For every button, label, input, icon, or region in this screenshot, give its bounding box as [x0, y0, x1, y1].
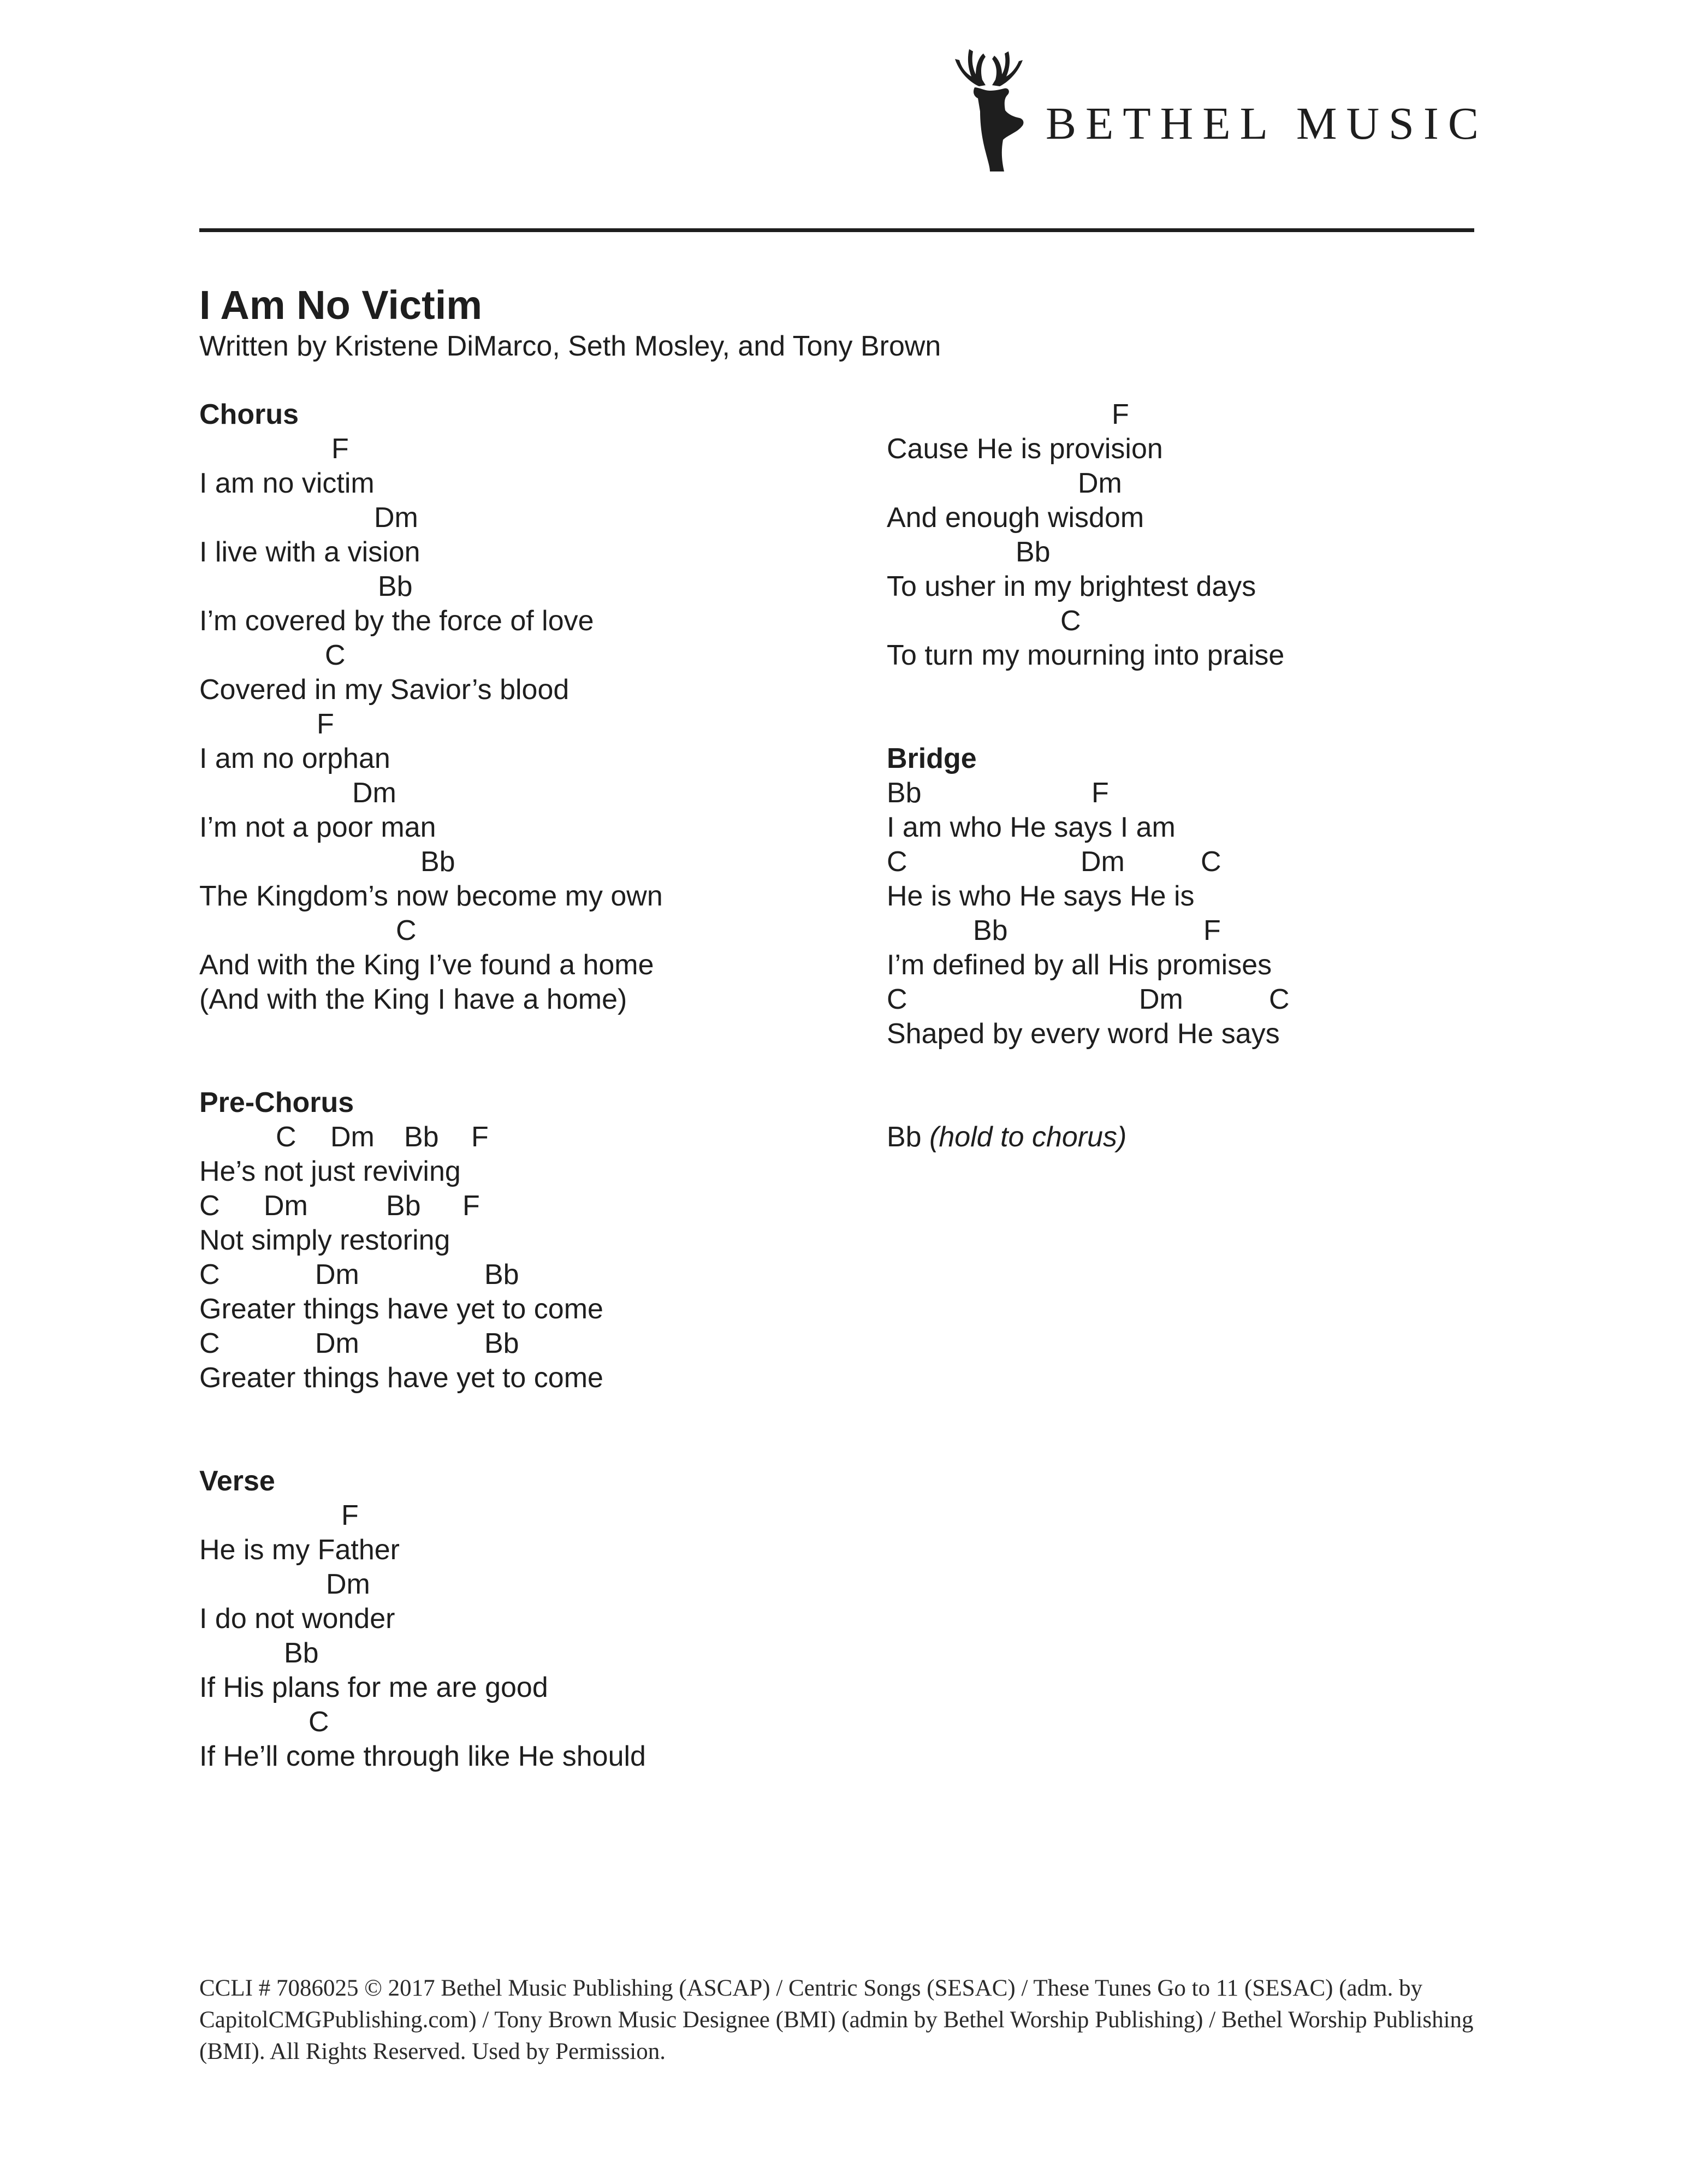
- bridge-ending: [887, 1120, 1284, 1155]
- chorus-section: [199, 398, 663, 1017]
- chord-line: [199, 432, 663, 466]
- lyric-line: I am who He says I am: [887, 812, 1176, 843]
- chord: Bb: [484, 1259, 519, 1291]
- lyric-line: I am no victim: [199, 467, 375, 499]
- chord-line: [199, 707, 663, 742]
- ending-note: (hold to chorus): [929, 1121, 1127, 1153]
- chord: C: [199, 1190, 220, 1222]
- verse-section: [199, 1464, 663, 1774]
- chord-line: [199, 501, 663, 535]
- verse-continued-section: [887, 398, 1284, 673]
- chord: C: [325, 640, 346, 671]
- chord: F: [341, 1500, 359, 1531]
- chord-line: [887, 604, 1284, 638]
- chord: C: [199, 1328, 220, 1359]
- bethel-music-logo: [947, 44, 1493, 186]
- lyric-line: I’m defined by all His promises: [887, 949, 1272, 981]
- chord-line: [199, 1189, 663, 1223]
- ending-chord: Bb: [887, 1121, 922, 1153]
- chord: Bb: [420, 846, 455, 878]
- lyric-line: If His plans for me are good: [199, 1672, 548, 1703]
- lyric-line: To turn my mourning into praise: [887, 640, 1285, 671]
- chord: Bb: [1016, 536, 1051, 568]
- bridge-heading: Bridge: [887, 743, 977, 774]
- chord: Bb: [484, 1328, 519, 1359]
- lyric-line: He is my Father: [199, 1534, 400, 1566]
- chord: Dm: [352, 777, 396, 809]
- chord-line: [199, 1327, 663, 1361]
- chorus-heading: Chorus: [199, 399, 299, 430]
- lyric-line: I’m covered by the force of love: [199, 605, 594, 637]
- lyric-line: And enough wisdom: [887, 502, 1144, 534]
- chord: Dm: [264, 1190, 308, 1222]
- lyric-line: I’m not a poor man: [199, 812, 436, 843]
- chord-line: [199, 1120, 663, 1155]
- chord: C: [887, 984, 907, 1015]
- chord-line: [199, 570, 663, 604]
- chord: F: [317, 708, 334, 740]
- chord: Bb: [378, 571, 413, 602]
- chord: C: [396, 915, 417, 946]
- chord-line: [199, 1258, 663, 1292]
- lyric-line: And with the King I’ve found a home: [199, 949, 654, 981]
- chord: Dm: [1081, 846, 1125, 878]
- lyric-line: Covered in my Savior’s blood: [199, 674, 569, 706]
- chord: Bb: [973, 915, 1008, 946]
- chord: Dm: [315, 1259, 359, 1291]
- chord-line: [199, 845, 663, 879]
- chord: Bb: [404, 1121, 439, 1153]
- lyric-line: I live with a vision: [199, 536, 420, 568]
- song-title: I Am No Victim: [199, 282, 483, 328]
- chord: F: [1091, 777, 1109, 809]
- right-column: [887, 398, 1290, 1155]
- chord: F: [1203, 915, 1221, 946]
- chord: F: [331, 433, 349, 465]
- header-divider: [199, 228, 1474, 232]
- chord: Dm: [326, 1569, 370, 1600]
- chord: Bb: [386, 1190, 421, 1222]
- chord-line: [887, 776, 1284, 810]
- chord-line: [887, 982, 1290, 1017]
- lyric-line: Not simply restoring: [199, 1224, 450, 1256]
- chord: Dm: [374, 502, 418, 534]
- chord: C: [276, 1121, 296, 1153]
- chord: C: [199, 1259, 220, 1291]
- chord-line: [887, 845, 1284, 879]
- chord: Dm: [315, 1328, 359, 1359]
- bridge-section: [887, 742, 1290, 1051]
- chord-line: [199, 1705, 663, 1739]
- chord: Bb: [284, 1637, 319, 1669]
- lyric-line: If He’ll come through like He should: [199, 1741, 646, 1772]
- chord: F: [471, 1121, 489, 1153]
- chord-line: [887, 466, 1284, 501]
- chord: C: [1060, 605, 1081, 637]
- lyric-line: Greater things have yet to come: [199, 1362, 603, 1394]
- pre-chorus-heading: Pre-Chorus: [199, 1087, 354, 1118]
- chord-line: [199, 1636, 663, 1671]
- chord: C: [887, 846, 907, 878]
- stag-head-icon: [947, 44, 1035, 175]
- chord: Dm: [1139, 984, 1183, 1015]
- pre-chorus-section: [199, 1086, 663, 1395]
- song-writers: Written by Kristene DiMarco, Seth Mosley, and Tony Brown: [199, 330, 941, 362]
- verse-heading: Verse: [199, 1465, 275, 1497]
- lyric-line: To usher in my brightest days: [887, 571, 1256, 602]
- chord: F: [462, 1190, 480, 1222]
- lyric-line: I do not wonder: [199, 1603, 395, 1635]
- chord: C: [1201, 846, 1221, 878]
- chord: C: [1269, 984, 1290, 1015]
- lyric-line: He is who He says He is: [887, 880, 1195, 912]
- chord: Dm: [330, 1121, 375, 1153]
- chord-line: [199, 776, 663, 810]
- chord: F: [1112, 399, 1129, 430]
- chord: Bb: [887, 777, 922, 809]
- lyric-line: Greater things have yet to come: [199, 1293, 603, 1325]
- chord: Dm: [1078, 467, 1122, 499]
- lyric-line: I am no orphan: [199, 743, 390, 774]
- chord-line: [199, 914, 663, 948]
- chord: C: [308, 1706, 329, 1738]
- chord-line: [887, 535, 1284, 570]
- copyright-footer: CCLI # 7086025 © 2017 Bethel Music Publishing (ASCAP) / Centric Songs (SESAC) / These Tunes Go to 11 (SESAC) (adm. by CapitolCMGPublishing.com) / Tony Brown Music Designee (BMI) (admin by Bethel Worship Publishing) / Bethel Worship Publishing (BMI). All Rights Reserved. Used by Permission.: [199, 1975, 1474, 2064]
- chord-line: [887, 398, 1284, 432]
- lyric-line: Shaped by every word He says: [887, 1018, 1280, 1050]
- lyric-line: (And with the King I have a home): [199, 984, 627, 1015]
- lyric-line: The Kingdom’s now become my own: [199, 880, 663, 912]
- chord-line: [887, 914, 1284, 948]
- lyric-line: He’s not just reviving: [199, 1156, 461, 1187]
- chord-line: [199, 1567, 663, 1602]
- chord-line: [199, 638, 663, 673]
- brand-name: BETHEL MUSIC: [1046, 98, 1488, 149]
- lyric-line: Cause He is provision: [887, 433, 1163, 465]
- left-column: [199, 398, 663, 1843]
- chord-line: [199, 1499, 663, 1533]
